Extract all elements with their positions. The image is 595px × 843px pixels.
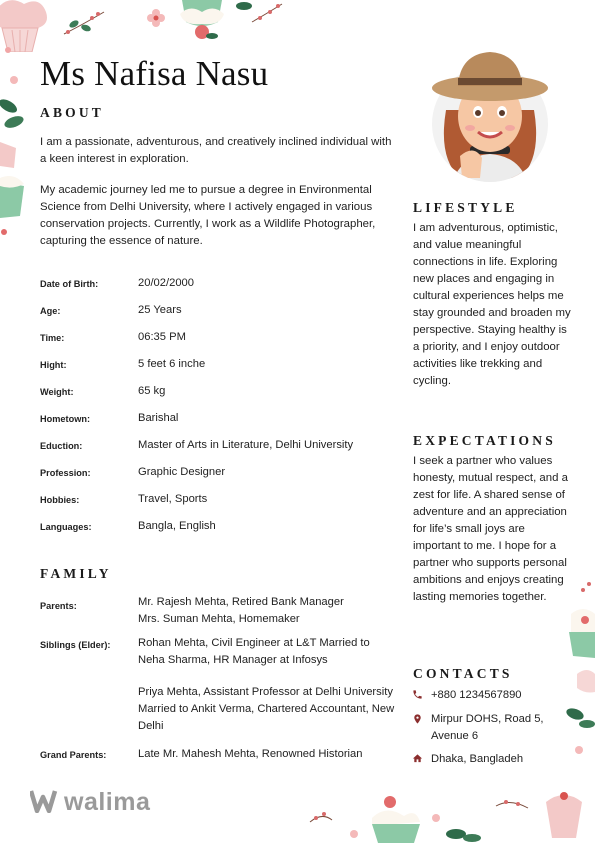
walima-logo <box>30 788 150 817</box>
phone-icon <box>412 689 423 700</box>
detail-value: 06:35 PM <box>138 331 186 343</box>
grandparents-label: Grand Parents: <box>40 750 107 760</box>
about-paragraph-2: My academic journey led me to pursue a degree in Environmental Science from Delhi University, where I actively engaged in various conservation projects. Currently, I work as a Wildlife Photographer, capturing the essence of nature. <box>40 184 376 247</box>
detail-value: Travel, Sports <box>138 493 208 505</box>
detail-label: Date of Birth: <box>40 279 99 289</box>
family-heading: FAMILY <box>40 566 112 581</box>
location-pin-icon <box>412 713 423 725</box>
parents-label: Parents: <box>40 601 77 611</box>
lifestyle-heading: LIFESTYLE <box>413 200 518 215</box>
detail-value: 5 feet 6 inche <box>138 358 206 370</box>
detail-value: Graphic Designer <box>138 466 226 478</box>
grandparents-value: Late Mr. Mahesh Mehta, Renowned Historian <box>138 748 363 760</box>
contacts-heading: CONTACTS <box>413 666 513 681</box>
detail-value: 20/02/2000 <box>138 277 194 289</box>
detail-label: Eduction: <box>40 441 83 451</box>
walima-w-icon <box>30 789 64 813</box>
detail-value: 25 Years <box>138 304 182 316</box>
leaf-decoration <box>0 40 30 140</box>
contact-city <box>413 751 563 768</box>
brand-wordmark: walima <box>64 788 151 816</box>
detail-label: Profession: <box>40 468 91 478</box>
flower-decoration <box>146 8 166 28</box>
detail-value: Barishal <box>138 412 179 424</box>
parent-entry: Mr. Rajesh Mehta, Retired Bank Manager <box>138 596 344 608</box>
profile-name: Ms Nafisa Nasu <box>40 54 269 93</box>
detail-value: Master of Arts in Literature, Delhi University <box>138 439 354 451</box>
detail-value: 65 kg <box>138 385 166 397</box>
detail-label: Languages: <box>40 522 92 532</box>
cupcake-decoration <box>306 788 595 843</box>
cupcake-decoration <box>0 142 26 242</box>
lifestyle-text: I am adventurous, optimistic, and value meaningful connections in life. Exploring new places and engaging in cultural experiences helps me stay grounded and broaden my perspective. Staying healthy is a priority, and I enjoy outdoor activities like trekking and cycling. <box>413 222 571 387</box>
parent-entry: Mrs. Suman Mehta, Homemaker <box>138 613 300 625</box>
city-text: Dhaka, Bangladeh <box>431 753 524 765</box>
sibling-entry: Rohan Mehta, Civil Engineer at L&T Married to Neha Sharma, HR Manager at Infosys <box>138 637 370 666</box>
about-heading: ABOUT <box>40 105 105 120</box>
address-text: Mirpur DOHS, Road 5, Avenue 6 <box>431 713 544 742</box>
leaf-decoration <box>230 0 286 26</box>
sibling-entry: Priya Mehta, Assistant Professor at Delhi University Married to Ankit Verma, Chartered Accountant, New Delhi <box>138 686 395 732</box>
about-paragraph-1: I am a passionate, adventurous, and creatively inclined individual with a keen interest in exploration. <box>40 136 392 165</box>
detail-label: Weight: <box>40 387 74 397</box>
detail-label: Hight: <box>40 360 67 370</box>
detail-label: Hometown: <box>40 414 91 424</box>
expectations-heading: EXPECTATIONS <box>413 433 556 448</box>
avatar-illustration <box>430 38 550 184</box>
detail-value: Bangla, English <box>138 520 216 532</box>
phone-text: +880 1234567890 <box>431 689 522 701</box>
detail-label: Age: <box>40 306 61 316</box>
siblings-label: Siblings (Elder): <box>40 640 111 650</box>
home-icon <box>412 753 423 764</box>
expectations-text: I seek a partner who values honesty, mutual respect, and a zest for life. A shared sense of adventure and an appreciation for life’s small joys are important to me. I hope for a partner who supports personal ambitions and enjoys creating lasting memories together. <box>413 455 568 603</box>
contact-phone <box>413 687 563 704</box>
detail-label: Time: <box>40 333 65 343</box>
cupcake-decoration <box>176 0 228 42</box>
detail-label: Hobbies: <box>40 495 80 505</box>
contact-address <box>413 711 563 745</box>
leaf-decoration <box>60 6 110 40</box>
